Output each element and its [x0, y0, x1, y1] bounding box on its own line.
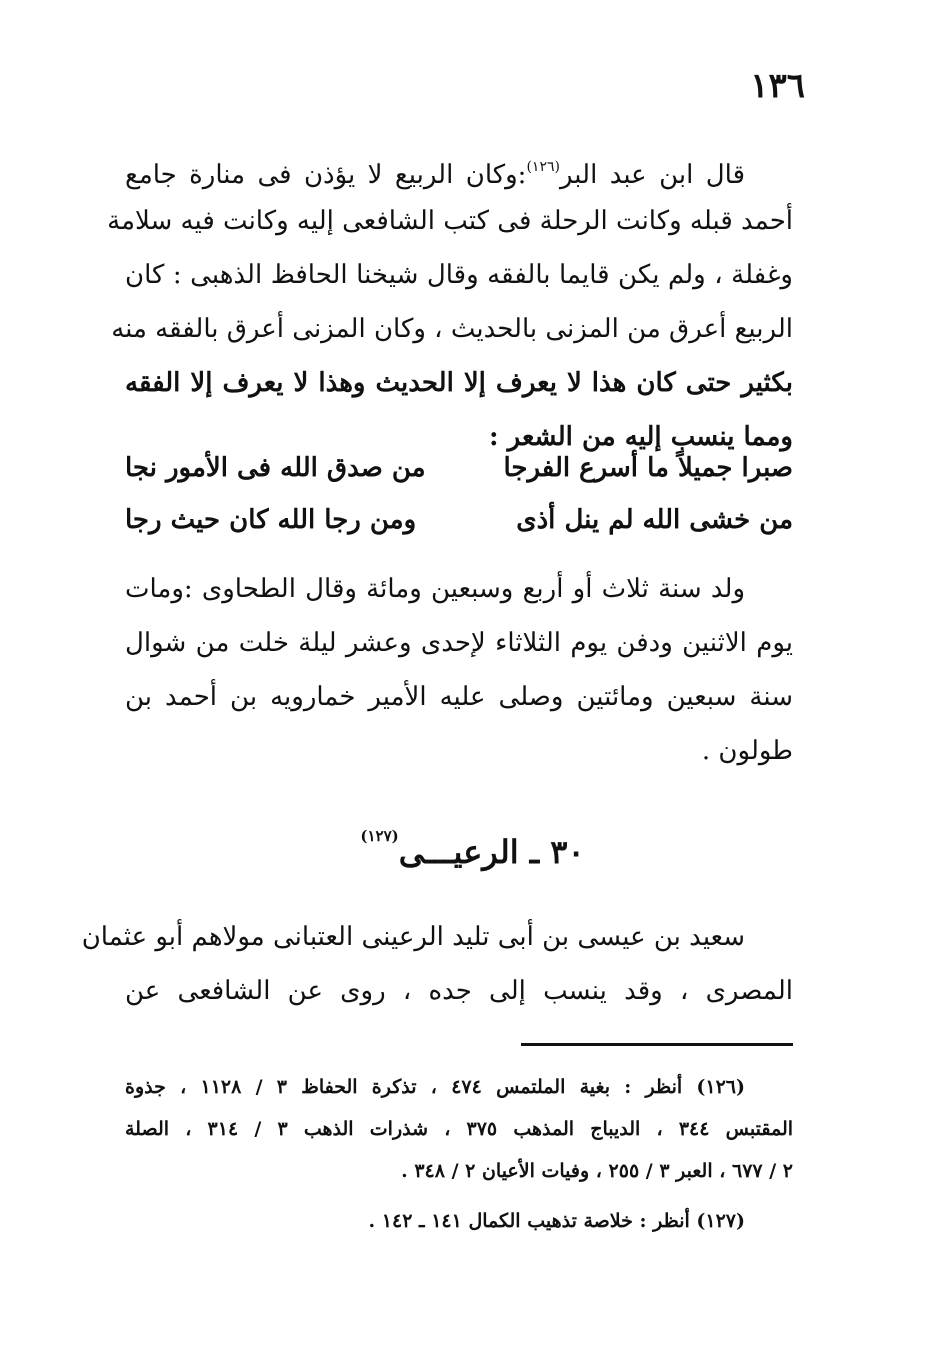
- footnote-127: (١٢٧) أنظر : خلاصة تذهيب الكمال ١٤١ ـ ١٤٢ .: [368, 1210, 745, 1232]
- verse-line: [125, 494, 793, 546]
- text-line: الربيع أعرق من المزنى بالحديث ، وكان المزنى أعرق بالفقه منه: [111, 314, 793, 344]
- text-line: وغفلة ، ولم يكن قايما بالفقه وقال شيخنا الحافظ الذهبى : كان: [125, 260, 793, 290]
- page-number: ١٣٦: [750, 66, 805, 106]
- text-line: المصرى ، وقد ينسب إلى جده ، روى عن الشافعى عن: [125, 976, 793, 1006]
- paragraph-raini: [81, 910, 793, 1018]
- poem-verses: [125, 442, 793, 546]
- verse-hemistich-first: صبرا جميلاً ما أسرع الفرجا: [503, 453, 793, 483]
- text-line: يوم الاثنين ودفن يوم الثلاثاء لإحدى وعشر ليلة خلت من شوال: [125, 628, 793, 658]
- text-line: بكثير حتى كان هذا لا يعرف إلا الحديث وهذا لا يعرف إلا الفقه: [125, 368, 793, 398]
- paragraph-rabi: [107, 140, 793, 464]
- text-line: ومما ينسب إليه من الشعر :: [489, 422, 793, 452]
- verse-hemistich-second: من صدق الله فى الأمور نجا: [125, 453, 426, 483]
- footnote-divider: [521, 1043, 793, 1046]
- text-line: ولد سنة ثلاث أو أربع وسبعين ومائة وقال الطحاوى :ومات: [125, 574, 745, 604]
- text-line: سنة سبعين ومائتين وصلى عليه الأمير خمارويه بن أحمد بن: [125, 682, 794, 712]
- text-line: سعيد بن عيسى بن أبى تليد الرعينى العتبانى مولاهم أبو عثمان: [81, 922, 745, 952]
- verse-hemistich-first: من خشى الله لم ينل أذى: [516, 505, 793, 535]
- footnotes: [125, 1066, 793, 1242]
- text-line: قال ابن عبد البر$^{(١٢٦)}$:وكان الربيع لا يؤذن فى منارة جامع: [125, 159, 746, 190]
- footnote-ref-126: (١٢٦): [526, 159, 560, 175]
- text-line: طولون .: [701, 736, 793, 766]
- footnote-126-line: (١٢٦) أنظر : بغية الملتمس ٤٧٤ ، تذكرة الحفاظ ٣ / ١١٢٨ ، جذوة: [125, 1076, 746, 1098]
- footnote-126-line: ٢ / ٦٧٧ ، العبر ٣ / ٢٥٥ ، وفيات الأعيان ٢ / ٣٤٨ .: [401, 1160, 793, 1182]
- verse-line: [125, 442, 793, 494]
- text-line: أحمد قبله وكانت الرحلة فى كتب الشافعى إليه وكانت فيه سلامة: [107, 206, 793, 236]
- verse-hemistich-second: ومن رجا الله كان حيث رجا: [125, 505, 417, 535]
- footnote-ref-127: (١٢٧): [360, 827, 399, 845]
- paragraph-death: [125, 562, 793, 778]
- footnote-126-line: المقتبس ٣٤٤ ، الديباج المذهب ٣٧٥ ، شذرات الذهب ٣ / ٣١٤ ، الصلة: [125, 1118, 794, 1140]
- section-heading: ٣٠ ـ الرعيـــى$^{(١٢٧)}$: [360, 827, 585, 871]
